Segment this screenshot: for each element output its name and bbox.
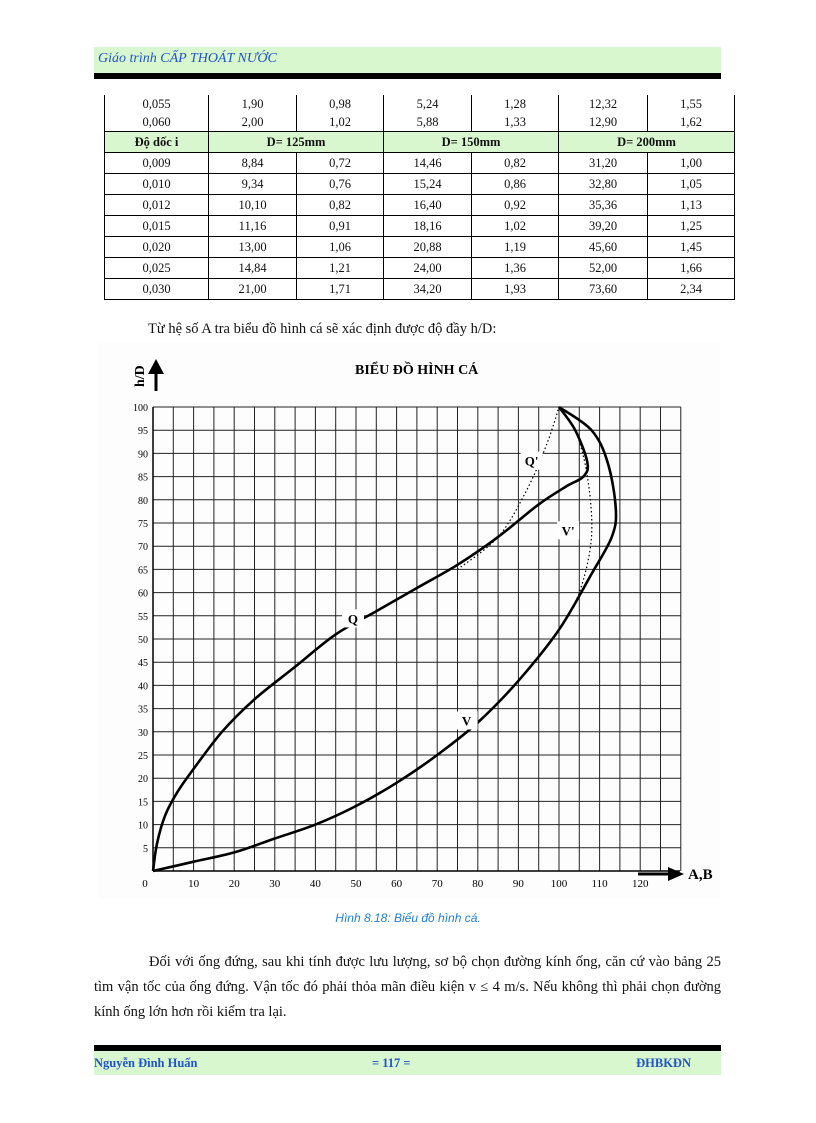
- y-tick-label: 25: [138, 751, 148, 762]
- table-cell: 1,90: [241, 97, 264, 111]
- y-tick-label: 5: [143, 843, 148, 855]
- x-tick-label: 60: [391, 878, 403, 890]
- table-cell: 5,88: [416, 115, 439, 129]
- table-cell: 39,20: [559, 216, 648, 237]
- table-cell: 14,84: [209, 258, 297, 279]
- table-cell: 0,009: [105, 153, 209, 174]
- table-cell: 11,16: [209, 216, 297, 237]
- y-tick-label: 100: [133, 403, 148, 414]
- table-header-row: [105, 132, 735, 153]
- table-row: [105, 195, 735, 216]
- y-tick-labels: [133, 403, 148, 855]
- table-cell: 1,28: [504, 97, 526, 111]
- table-cell: 1,06: [297, 237, 384, 258]
- table-cell: 32,80: [559, 174, 648, 195]
- table-header-cell: Độ dốc i: [105, 132, 209, 153]
- y-axis-label: h/D: [133, 365, 148, 387]
- table-cell: 1,93: [472, 279, 559, 300]
- table-row: [105, 237, 735, 258]
- table-cell: 1,55: [680, 97, 702, 111]
- x-axis-arrow-icon: [668, 867, 684, 881]
- table-cell: 35,36: [559, 195, 648, 216]
- curve-label: Q: [347, 611, 359, 627]
- table-cell: 0,025: [105, 258, 209, 279]
- y-tick-label: 65: [138, 565, 148, 577]
- table-cell: 73,60: [559, 279, 648, 300]
- x-tick-label: 30: [269, 878, 281, 890]
- table-cell: 2,34: [648, 279, 735, 300]
- page-footer: [94, 1051, 721, 1075]
- table-cell: 1,62: [680, 115, 702, 129]
- table-cell: 1,71: [297, 279, 384, 300]
- table-cell: 0,012: [105, 195, 209, 216]
- chart-axes: [148, 359, 684, 881]
- table-cell: 18,16: [384, 216, 472, 237]
- curve-label: Q': [524, 453, 539, 469]
- x-tick-label: 20: [228, 878, 240, 890]
- table-cell: 20,88: [384, 237, 472, 258]
- x-tick-label: 70: [431, 878, 443, 890]
- table-header-cell: D= 200mm: [559, 132, 735, 153]
- table-cell: 0,86: [472, 174, 559, 195]
- table-cell: 0,72: [297, 153, 384, 174]
- x-tick-label: 40: [309, 878, 321, 890]
- y-tick-label: 10: [138, 820, 148, 832]
- table-row: [105, 279, 735, 300]
- y-tick-label: 60: [138, 588, 148, 600]
- y-tick-label: 95: [138, 426, 148, 438]
- table-cell: 12,32: [588, 97, 618, 111]
- y-tick-label: 70: [138, 542, 148, 554]
- x-tick-label: 80: [472, 878, 484, 890]
- y-tick-label: 80: [138, 495, 148, 507]
- y-tick-label: 50: [138, 635, 148, 646]
- table-cell: 31,20: [559, 153, 648, 174]
- table-cell: 10,10: [209, 195, 297, 216]
- table-cell: 5,24: [416, 97, 439, 111]
- page-header: [94, 47, 721, 73]
- table-cell: 12,90: [588, 115, 618, 129]
- curve-labels: [342, 452, 579, 730]
- table-header-cell: D= 125mm: [209, 132, 384, 153]
- table-cell: 0,91: [297, 216, 384, 237]
- table-header-cell: D= 150mm: [384, 132, 559, 153]
- table-cell: 0,82: [472, 153, 559, 174]
- table-cell: 0,010: [105, 174, 209, 195]
- table-cell: 1,00: [648, 153, 735, 174]
- body-paragraph: [94, 950, 721, 1025]
- table-cell: 0,015: [105, 216, 209, 237]
- table-cell: 14,46: [384, 153, 472, 174]
- table-cell: 52,00: [559, 258, 648, 279]
- y-axis-arrow-icon: [148, 359, 164, 374]
- figure-caption: Hình 8.18: Biểu đồ hình cá.: [335, 911, 481, 925]
- table-cell: 0,030: [105, 279, 209, 300]
- curve-q-prime: [458, 407, 560, 569]
- x-tick-labels: [142, 878, 649, 890]
- table-cell: 8,84: [209, 153, 297, 174]
- y-tick-label: 85: [138, 472, 148, 484]
- table-row: [105, 216, 735, 237]
- y-tick-label: 15: [138, 797, 148, 809]
- table-cell: 1,25: [648, 216, 735, 237]
- x-tick-label: 110: [591, 878, 608, 890]
- table-row: [105, 153, 735, 174]
- curve-v-prime: [559, 407, 592, 630]
- y-tick-label: 40: [138, 681, 148, 693]
- table-cell: 1,33: [504, 115, 526, 129]
- header-title: Giáo trình CẤP THOÁT NƯỚC: [98, 51, 277, 66]
- table-cell: 1,45: [648, 237, 735, 258]
- table-cell: 1,13: [648, 195, 735, 216]
- fish-chart: [98, 343, 720, 899]
- y-tick-label: 35: [138, 704, 148, 716]
- footer-author: Nguyễn Đình Huấn: [94, 1056, 198, 1070]
- table-cell: 0,82: [297, 195, 384, 216]
- table-cell: 21,00: [209, 279, 297, 300]
- x-tick-label: 120: [631, 878, 649, 890]
- table-cell: 1,19: [472, 237, 559, 258]
- chart-grid: [153, 407, 681, 871]
- table-cell: 1,05: [648, 174, 735, 195]
- table-cell: 0,76: [297, 174, 384, 195]
- table-row: [105, 95, 735, 132]
- x-axis-label: A,B: [688, 867, 713, 883]
- curve-label: V: [461, 713, 472, 729]
- table-cell: 1,02: [329, 115, 351, 129]
- table-row: [105, 174, 735, 195]
- y-tick-label: 75: [138, 519, 148, 530]
- intro-text: Từ hệ số A tra biểu đồ hình cá sẽ xác định được độ đầy h/D:: [148, 321, 497, 337]
- table-row: [105, 258, 735, 279]
- x-tick-label: 10: [188, 878, 200, 890]
- footer-org: ĐHBKĐN: [636, 1056, 691, 1070]
- table-cell: 2,00: [241, 115, 264, 129]
- table-cell: 9,34: [209, 174, 297, 195]
- table-cell: 1,02: [472, 216, 559, 237]
- header-rule: [94, 73, 721, 79]
- x-tick-label: 100: [550, 878, 568, 890]
- table-cell: 1,66: [648, 258, 735, 279]
- data-table: [104, 95, 735, 300]
- y-tick-label: 55: [138, 611, 148, 623]
- table-cell: 16,40: [384, 195, 472, 216]
- table-cell: 45,60: [559, 237, 648, 258]
- table-cell: 15,24: [384, 174, 472, 195]
- table-cell: 0,92: [472, 195, 559, 216]
- table-cell: 0,055: [142, 97, 171, 111]
- curve-label: V': [561, 523, 575, 539]
- x-tick-label: 50: [350, 878, 362, 890]
- table-cell: 0,020: [105, 237, 209, 258]
- table-cell: 1,21: [297, 258, 384, 279]
- table-cell: 0,060: [142, 115, 171, 129]
- y-tick-label: 90: [138, 449, 148, 461]
- footer-page-number: = 117 =: [372, 1056, 411, 1070]
- y-tick-label: 20: [138, 774, 148, 786]
- table-cell: 34,20: [384, 279, 472, 300]
- table-cell: 24,00: [384, 258, 472, 279]
- x-tick-label: 90: [512, 878, 524, 890]
- chart-svg: [98, 343, 720, 899]
- x-tick-label: 0: [142, 878, 148, 890]
- chart-title: BIỂU ĐỒ HÌNH CÁ: [355, 363, 479, 378]
- y-tick-label: 45: [138, 658, 148, 670]
- table-cell: 13,00: [209, 237, 297, 258]
- y-tick-label: 30: [138, 727, 148, 739]
- table-cell: 1,36: [472, 258, 559, 279]
- paragraph-text: Đối với ống đứng, sau khi tính được lưu lượng, sơ bộ chọn đường kính ống, căn cứ vào bảng 25 tìm vận tốc của ống đứng. Vận tốc đó phải thỏa mãn điều kiện v ≤ 4 m/s. Nếu không thì phải chọn đường kính ống lớn hơn rồi kiểm tra lại.: [94, 954, 721, 1020]
- table-cell: 0,98: [329, 97, 351, 111]
